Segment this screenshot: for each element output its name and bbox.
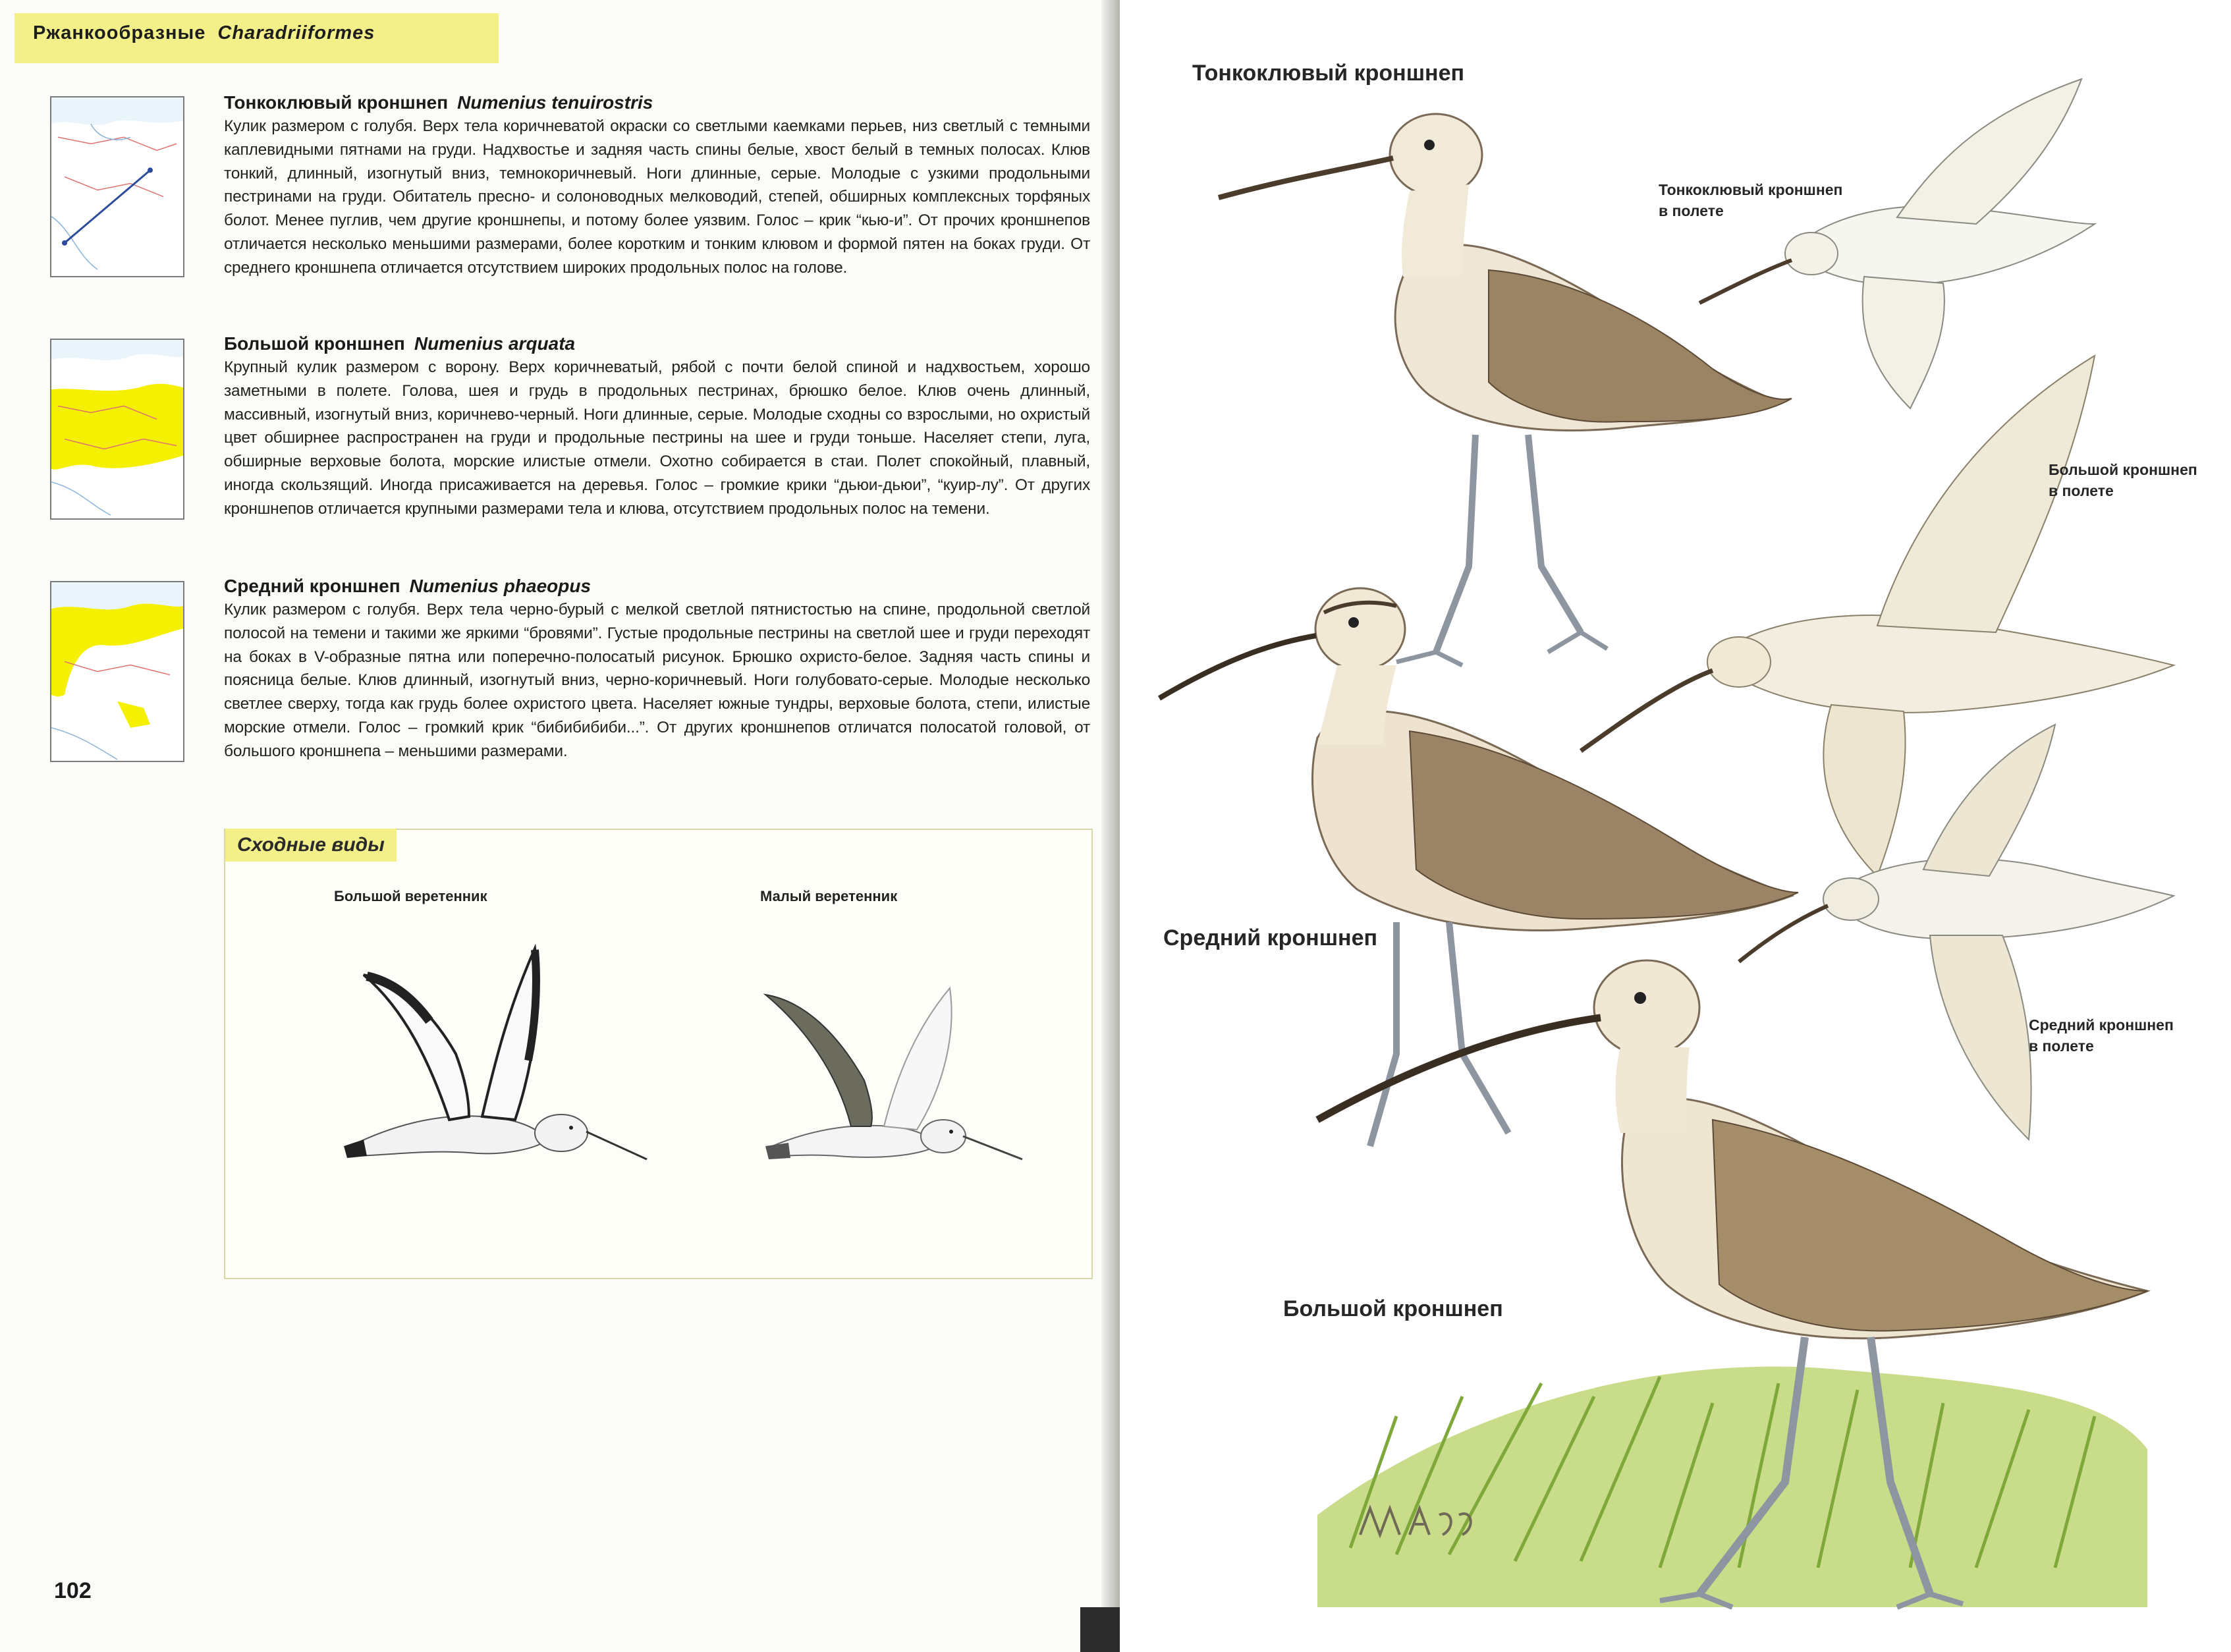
label-whimbrel-flight	[2029, 1014, 2174, 1057]
section-header	[33, 22, 375, 44]
whimbrel-perched	[1159, 588, 1798, 1146]
species-account-eurasian	[224, 332, 1090, 521]
species-account-whimbrel	[224, 574, 1090, 763]
range-map-whimbrel	[50, 581, 184, 762]
species-account-slender-billed	[224, 91, 1090, 280]
species-name-latin: Numenius tenuirostris	[457, 92, 653, 113]
order-name-latin: Charadriiformes	[217, 22, 375, 43]
slender-billed-curlew-flight	[1699, 79, 2095, 408]
species-description: Крупный кулик размером с ворону. Верх коричневатый, рябой с почти белой спиной и надхвостьем, хорошо заметными в полете. Голова, шея и грудь в продольных пестринах, брюшко белое. Клюв очень длинный, массивный, изогнутый вниз, коричнево-черный. Ноги длинные, серые. Молодые сходны со взрослыми, но охристый цвет обширнее распространен на груди и продольные пестрины на шее и груди тоньше. Населяет степи, луга, обширные верховые болота, морские илистые отмели. Охотно собирается в стаи. Полет спокойный, плавный, иногда скользящий. Иногда присаживается на деревья. Голос – громкие крики “дьюи-дьюи”, “куир-лу”. От других кроншнепов отличается крупными размерами тела и клюва, отсутствием продольных полос на темени.	[224, 358, 1090, 518]
whimbrel-flight	[1739, 725, 2174, 1140]
label-line: в полете	[2049, 482, 2114, 499]
label-eurasian-flight	[2049, 459, 2197, 501]
label-line: Тонкоклювый кроншнеп	[1659, 181, 1843, 198]
similar-species-box	[224, 829, 1093, 1279]
species-name-latin: Numenius arquata	[414, 333, 576, 354]
page-number: 102	[54, 1578, 92, 1603]
label-whimbrel-perched: Средний кроншнеп	[1163, 925, 1378, 950]
species-name-ru: Большой кроншнеп	[224, 333, 405, 354]
label-line: Большой кроншнеп	[2049, 461, 2197, 478]
range-map-slender-billed-curlew	[50, 96, 184, 277]
label-eurasian-perched: Большой кроншнеп	[1283, 1296, 1503, 1321]
similar-item-black-tailed-godwit-name: Малый веретенник	[760, 888, 898, 904]
species-name-ru: Тонкоклювый кроншнеп	[224, 92, 449, 113]
similar-species-label: Сходные виды	[225, 829, 397, 862]
species-name-ru: Средний кроншнеп	[224, 576, 400, 596]
order-name-ru: Ржанкообразные	[33, 22, 206, 43]
species-title	[224, 332, 1090, 356]
range-map-eurasian-curlew	[50, 339, 184, 520]
curlew-plate-illustration	[1120, 0, 2231, 1652]
similar-item-bar-tailed-godwit-name: Большой веретенник	[334, 888, 487, 904]
label-line: в полете	[1659, 202, 1724, 219]
species-name-latin: Numenius phaeopus	[409, 576, 592, 596]
species-description: Кулик размером с голубя. Верх тела черно-бурый с мелкой светлой пятнистостью на спине, продольной светлой полосой на темени и такими же яркими “бровями”. Густые продольные пестрины на светлой шее и груди переходят на боках в V-образные пятна или поперечно-полосатый рисунок. Брюшко охристо-белое. Задняя часть спины и поясница белые. Клюв длинный, изогнутый вниз, черно-коричневый. Ноги голубовато-серые. Молодые несколько светлее сверху, тогда как грудь более охристого цвета. Населяет южные тундры, верховые болота, степи, илистые морские отмели. Голос – громкий крик “бибибибиби...”. От других кроншнепов отличатся полосатой головой, от большого кроншнепа – меньшими размерами.	[224, 601, 1090, 760]
grass-illustration	[1317, 1367, 2147, 1607]
eurasian-curlew-flight	[1581, 356, 2174, 876]
right-page-plate	[1120, 0, 2231, 1652]
species-title	[224, 91, 1090, 115]
species-description: Кулик размером с голубя. Верх тела коричневатой окраски со светлыми каемками перьев, низ светлый с темными каплевидными пятнами на груди. Надхвостье и задняя часть спины белые, хвост белый в темных полосах. Клюв тонкий, длинный, изогнутый вниз, темнокоричневый. Ноги длинные, серые. Молодые с узкими продольными пестринами на груди. Обитатель пресно- и солоноводных мелководий, степей, обширных комплексных торфяных болот. Менее пуглив, чем другие кроншнепы, и потому более уязвим. Голос – крик “кью-и”. От прочих кроншнепов отличается несколько меньшими размерами, более коротким и тонким клювом и формой пятен на боках груди. От среднего кроншнепа отличается отсутствием широких продольных полос на голове.	[224, 117, 1090, 277]
species-title	[224, 574, 1090, 598]
godwit-illustration-2	[752, 929, 1068, 1205]
label-slender-billed-flight	[1659, 179, 1842, 221]
label-line: Средний кроншнеп	[2029, 1016, 2174, 1033]
label-slender-billed-perched: Тонкоклювый кроншнеп	[1192, 61, 1465, 86]
label-line: в полете	[2029, 1037, 2094, 1055]
godwit-illustration-1	[337, 929, 680, 1205]
